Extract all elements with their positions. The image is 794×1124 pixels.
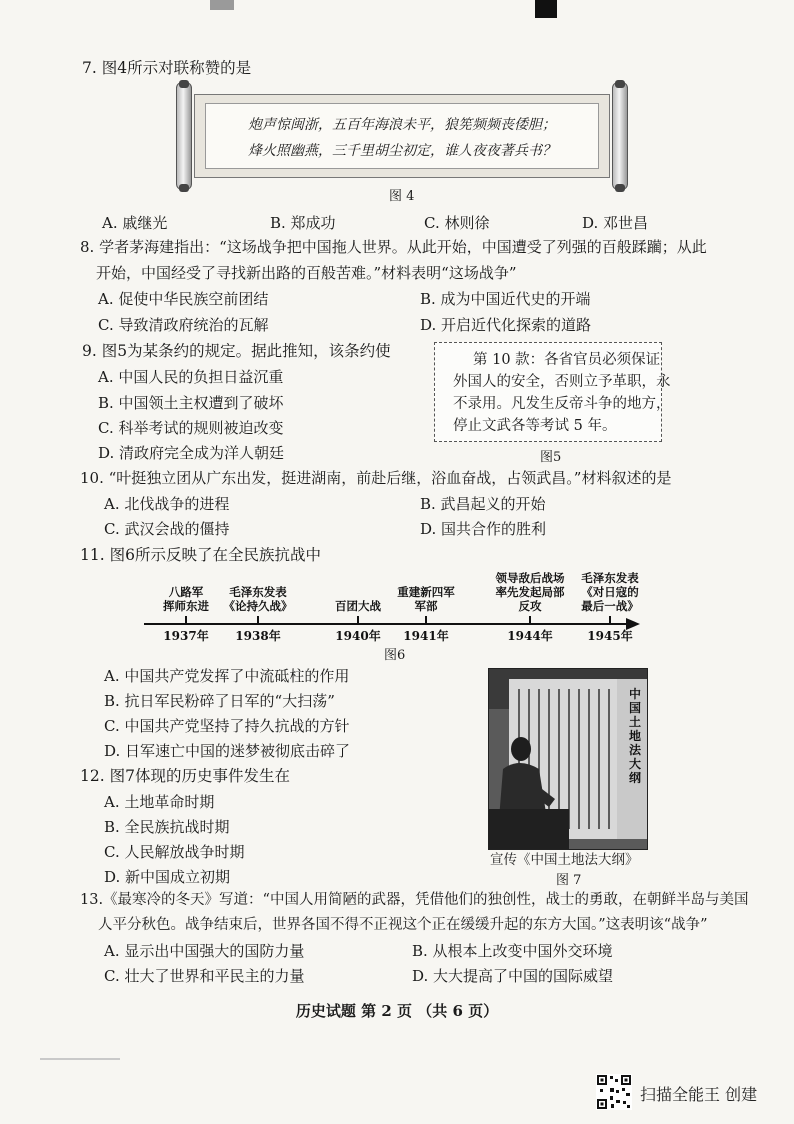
question-13-stem-line2: 人平分秋色。战争结束后，世界各国不得不正视这个正在缓缓升起的东方大国。”这表明该“战争” <box>98 917 708 933</box>
timeline-event-label: 最后一战》 <box>581 599 639 613</box>
timeline-event-label: 毛泽东发表 <box>581 571 639 585</box>
q7-option-b: B. 郑成功 <box>270 214 336 232</box>
timeline-event-label: 军部 <box>414 599 438 613</box>
question-8-stem-line1: 8. 学者茅海建指出：“这场战争把中国拖人世界。从此开始，中国遭受了列强的百般蹂躏；从此 <box>80 238 707 256</box>
figure-5-caption: 图5 <box>540 450 562 465</box>
question-7-stem: 7. 图4所示对联称赞的是 <box>82 59 252 77</box>
figure-7-photo <box>488 668 648 850</box>
scroll-rod-right <box>612 82 628 190</box>
figure-4-scroll <box>176 82 628 190</box>
treaty-line: 不录用。凡发生反帝斗争的地方， <box>453 396 671 412</box>
treaty-line: 外国人的安全，否则立予革职，永 <box>453 374 671 390</box>
q10-option-a: A. 北伐战争的进程 <box>104 495 230 513</box>
q9-option-a: A. 中国人民的负担日益沉重 <box>98 368 284 386</box>
q12-option-a: A. 土地革命时期 <box>104 793 215 811</box>
treaty-line: 停止文武各等考试 5 年。 <box>453 418 617 434</box>
q13-option-a: A. 显示出中国强大的国防力量 <box>104 942 305 960</box>
figure-7-caption: 图 7 <box>556 873 582 888</box>
q11-option-d: D. 日军速亡中国的迷梦被彻底击碎了 <box>104 742 351 760</box>
treaty-line: 第 10 款：各省官员必须保证 <box>473 352 661 368</box>
q10-option-c: C. 武汉会战的僵持 <box>104 520 230 538</box>
figure-6-caption: 图6 <box>384 648 406 663</box>
question-8-stem-line2: 开始，中国经受了寻找新出路的百般苦难。”材料表明“这场战争” <box>96 264 517 282</box>
figure-7-subcaption: 宣传《中国土地法大纲》 <box>490 852 639 868</box>
q9-option-d: D. 清政府完全成为洋人朝廷 <box>98 444 285 462</box>
timeline-event-label: 领导敌后战场 <box>495 571 565 585</box>
timeline-year-label: 1941年 <box>403 629 449 643</box>
q13-option-d: D. 大大提高了中国的国际威望 <box>412 967 614 985</box>
qr-code-icon <box>596 1074 632 1110</box>
timeline-event-label: 挥师东进 <box>163 599 209 613</box>
timeline-event-label: 反攻 <box>518 599 542 613</box>
scan-edge-mark <box>535 0 557 18</box>
page-footer: 历史试题 第 2 页 （共 6 页） <box>295 1002 499 1020</box>
q8-option-d: D. 开启近代化探索的道路 <box>420 316 592 334</box>
q9-option-c: C. 科举考试的规则被迫改变 <box>98 419 284 437</box>
q7-option-a: A. 戚继光 <box>102 214 168 232</box>
q8-option-a: A. 促使中华民族空前团结 <box>98 290 269 308</box>
q11-option-c: C. 中国共产党坚持了持久抗战的方针 <box>104 717 350 735</box>
q11-option-a: A. 中国共产党发挥了中流砥柱的作用 <box>104 667 350 685</box>
q10-option-b: B. 武昌起义的开始 <box>420 495 546 513</box>
question-11-stem: 11. 图6所示反映了在全民族抗战中 <box>80 546 321 564</box>
timeline-event-label: 八路军 <box>168 585 204 599</box>
timeline-year-label: 1944年 <box>507 629 553 643</box>
scan-smudge <box>40 1058 120 1060</box>
timeline-year-label: 1937年 <box>163 629 209 643</box>
q12-option-c: C. 人民解放战争时期 <box>104 843 245 861</box>
timeline-event-label: 《论持久战》 <box>223 599 293 613</box>
couplet-line-1: 炮声惊闽浙，五百年海浪未平，狼筅频频丧倭胆； <box>248 117 556 133</box>
question-10-stem: 10. “叶挺独立团从广东出发，挺进湖南，前赴后继，浴血奋战，占领武昌。”材料叙述的是 <box>80 469 672 487</box>
q12-option-b: B. 全民族抗战时期 <box>104 818 230 836</box>
timeline-event-label: 毛泽东发表 <box>229 585 287 599</box>
q12-option-d: D. 新中国成立初期 <box>104 868 231 886</box>
timeline-event-label: 率先发起局部 <box>495 585 565 599</box>
q8-option-c: C. 导致清政府统治的瓦解 <box>98 316 269 334</box>
couplet-line-2: 烽火照幽燕，三千里胡尘初定，谁人夜夜著兵书？ <box>248 143 556 159</box>
photo-illustration <box>489 669 647 849</box>
timeline-year-label: 1945年 <box>587 629 633 643</box>
q7-option-c: C. 林则徐 <box>424 214 490 232</box>
q8-option-b: B. 成为中国近代史的开端 <box>420 290 591 308</box>
figure-6-timeline <box>140 560 640 644</box>
figure-5-treaty-box <box>434 342 671 442</box>
q9-option-b: B. 中国领土主权遭到了破坏 <box>98 394 284 412</box>
scroll-body <box>194 94 610 178</box>
question-9-stem: 9. 图5为某条约的规定。据此推知，该条约使 <box>82 342 391 360</box>
timeline-year-label: 1940年 <box>335 629 381 643</box>
timeline-year-label: 1938年 <box>235 629 281 643</box>
photo-banner-text: 中国土地法大纲 <box>629 687 642 785</box>
timeline-svg <box>140 560 640 644</box>
timeline-event-label: 百团大战 <box>335 599 381 613</box>
timeline-event-label: 重建新四军 <box>397 585 455 599</box>
q11-option-b: B. 抗日军民粉碎了日军的“大扫荡” <box>104 692 335 710</box>
scan-edge-mark <box>210 0 234 10</box>
q13-option-b: B. 从根本上改变中国外交环境 <box>412 942 613 960</box>
timeline-event-label: 《对日寇的 <box>581 585 639 599</box>
scroll-rod-left <box>176 82 192 190</box>
question-13-stem-line1: 13.《最寒冷的冬天》写道：“中国人用简陋的武器，凭借他们的独创性，战士的勇敢，在朝鲜半岛与美国 <box>80 892 749 908</box>
figure-4-caption: 图 4 <box>389 189 415 204</box>
scan-credit-text: 扫描全能王 创建 <box>640 1085 758 1104</box>
question-12-stem: 12. 图7体现的历史事件发生在 <box>80 767 290 785</box>
q7-option-d: D. 邓世昌 <box>582 214 649 232</box>
q13-option-c: C. 壮大了世界和平民主的力量 <box>104 967 305 985</box>
q10-option-d: D. 国共合作的胜利 <box>420 520 547 538</box>
